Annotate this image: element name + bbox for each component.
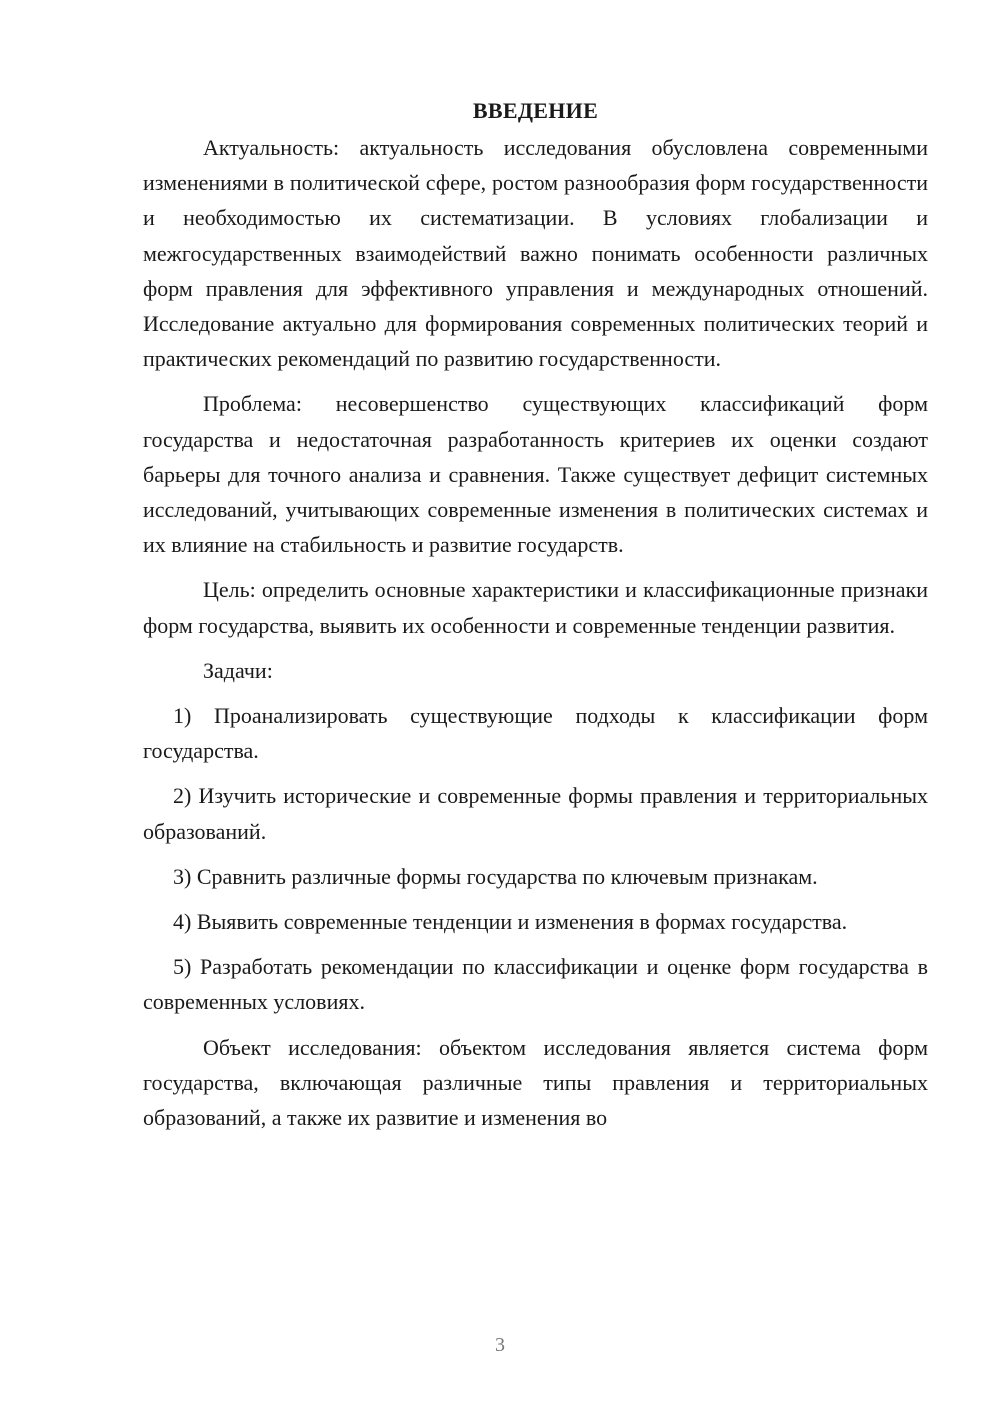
paragraph-object: Объект исследования: объектом исследования является система форм государства, включающая различные типы правления и территориальных образований, а также их развитие и изменения во xyxy=(143,1034,928,1131)
section-title: ВВЕДЕНИЕ xyxy=(472,98,599,123)
paragraph-problem: Проблема: несовершенство существующих классификаций форм государства и недостаточная разработанность критериев их оценки создают барьеры для точного анализа и сравнения. Также существует дефицит системных исследований, учитывающих современные изменения в политических системах и их влияние на стабильность и развитие государств. xyxy=(143,391,928,558)
task-item-1: 1) Проанализировать существующие подходы к классификации форм государства. xyxy=(143,703,928,764)
task-item-5: 5) Разработать рекомендации по классификации и оценке форм государства в современных условиях. xyxy=(143,954,928,1015)
page-number: 3 xyxy=(495,1334,505,1356)
task-item-3: 3) Сравнить различные формы государства по ключевым признакам. xyxy=(173,863,818,889)
task-item-4: 4) Выявить современные тенденции и изменения в формах государства. xyxy=(173,909,848,935)
paragraph-goal: Цель: определить основные характеристики и классификационные признаки форм государства, выявить их особенности и современные тенденции развития. xyxy=(143,577,928,638)
paragraph-tasks-heading: Задачи: xyxy=(203,657,273,683)
task-item-2: 2) Изучить исторические и современные формы правления и территориальных образований. xyxy=(143,783,928,844)
paragraph-relevance: Актуальность: актуальность исследования обусловлена современными изменениями в политической сфере, ростом разнообразия форм государственности и необходимостью их систематизации. В условиях глобализации и межгосударственных взаимодействий важно понимать особенности различных форм правления для эффективного управления и международных отношений. Исследование актуально для формирования современных политических теорий и практических рекомендаций по развитию государственности. xyxy=(143,135,928,372)
